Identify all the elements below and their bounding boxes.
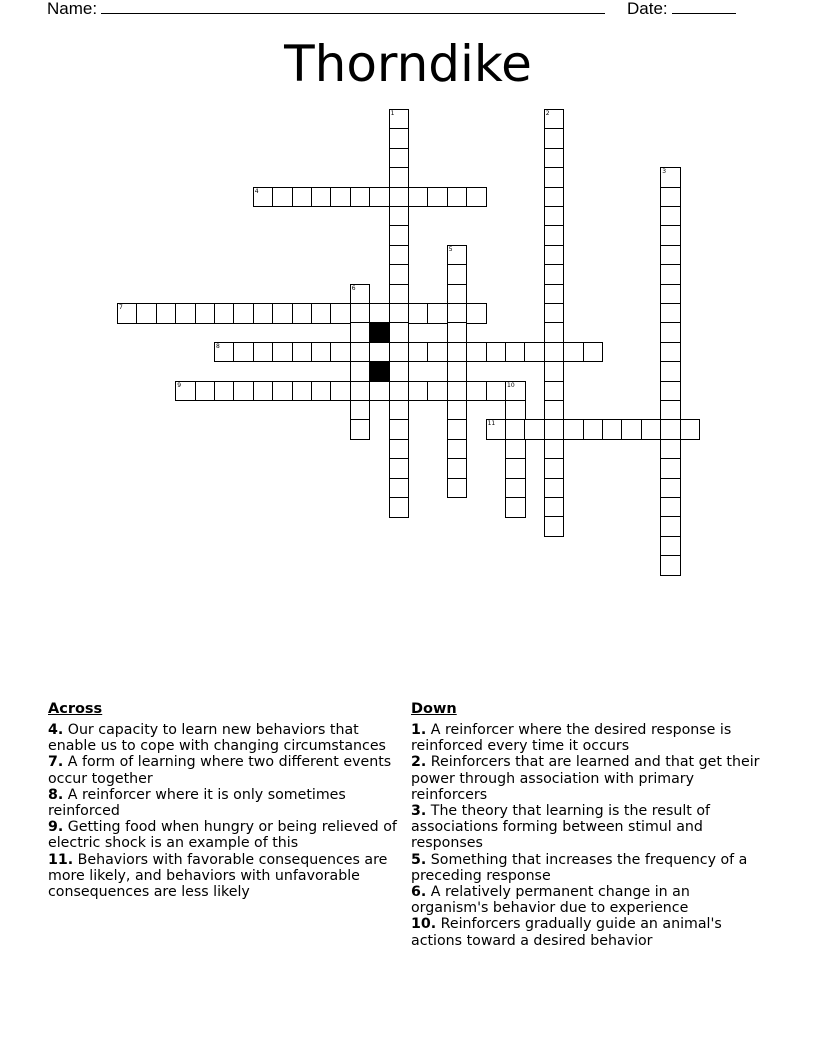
grid-cell[interactable]	[272, 187, 293, 208]
grid-cell[interactable]	[660, 458, 681, 479]
grid-cell[interactable]	[447, 478, 468, 499]
across-clue	[48, 722, 398, 754]
grid-cell[interactable]	[621, 419, 642, 440]
grid-cell[interactable]	[350, 303, 371, 324]
grid-cell[interactable]	[447, 303, 468, 324]
grid-cell[interactable]	[389, 439, 410, 460]
grid-cell[interactable]	[544, 322, 565, 343]
grid-cell[interactable]	[195, 381, 216, 402]
grid-cell[interactable]	[253, 187, 274, 208]
grid-cell[interactable]	[660, 555, 681, 576]
grid-cell[interactable]	[544, 284, 565, 305]
grid-cell[interactable]	[389, 264, 410, 285]
grid-cell[interactable]	[544, 361, 565, 382]
grid-cell[interactable]	[544, 478, 565, 499]
clue-number: 4.	[48, 722, 64, 738]
grid-cell[interactable]	[389, 458, 410, 479]
grid-cell[interactable]	[447, 419, 468, 440]
grid-cell[interactable]	[214, 342, 235, 363]
page-title: Thorndike	[284, 35, 532, 93]
grid-cell[interactable]	[660, 497, 681, 518]
grid-cell[interactable]	[389, 361, 410, 382]
grid-cell[interactable]	[369, 381, 390, 402]
clue-text: A relatively permanent change in an organism's behavior due to experience	[411, 884, 690, 917]
clue-number: 1.	[411, 722, 427, 738]
grid-cell[interactable]	[272, 381, 293, 402]
grid-cell[interactable]	[660, 478, 681, 499]
grid-cell[interactable]	[466, 303, 487, 324]
grid-cell[interactable]	[408, 303, 429, 324]
grid-cell[interactable]	[350, 284, 371, 305]
down-clue	[411, 722, 761, 754]
grid-cell[interactable]	[486, 342, 507, 363]
clue-number: 5.	[411, 851, 427, 868]
down-clue	[411, 803, 761, 852]
name-field[interactable]	[47, 0, 605, 19]
black-square	[369, 322, 390, 343]
grid-cell[interactable]	[389, 478, 410, 499]
clue-text: Reinforcers that are learned and that get their power through association with primary reinforcers	[411, 754, 760, 803]
clue-number: 9.	[48, 819, 64, 836]
grid-cell[interactable]	[389, 342, 410, 363]
grid-cell[interactable]	[505, 400, 526, 421]
grid-cell[interactable]	[117, 303, 138, 324]
grid-cell[interactable]	[602, 419, 623, 440]
grid-cell[interactable]	[660, 284, 681, 305]
clue-number: 10.	[411, 916, 437, 933]
cell-number: 5	[448, 245, 453, 253]
cell-number: 6	[351, 284, 356, 292]
grid-cell[interactable]	[272, 342, 293, 363]
grid-cell[interactable]	[272, 303, 293, 324]
cell-number: 1	[390, 110, 395, 117]
grid-cell[interactable]	[214, 303, 235, 324]
grid-cell[interactable]	[447, 264, 468, 285]
across-clue	[48, 852, 398, 901]
grid-cell[interactable]	[544, 245, 565, 266]
grid-cell[interactable]	[660, 187, 681, 208]
grid-cell[interactable]	[563, 419, 584, 440]
grid-cell[interactable]	[524, 342, 545, 363]
cell-number: 3	[662, 168, 667, 176]
grid-cell[interactable]	[486, 419, 507, 440]
grid-cell[interactable]	[544, 303, 565, 324]
grid-cell[interactable]	[505, 381, 526, 402]
grid-cell[interactable]	[389, 303, 410, 324]
cell-number: 2	[545, 110, 550, 117]
grid-cell[interactable]	[544, 516, 565, 537]
grid-cell[interactable]	[660, 400, 681, 421]
grid-cell[interactable]	[350, 322, 371, 343]
cell-number: 8	[216, 342, 220, 350]
grid-cell[interactable]	[311, 342, 332, 363]
across-clue	[48, 787, 398, 819]
grid-cell[interactable]	[544, 419, 565, 440]
grid-cell[interactable]	[389, 284, 410, 305]
across-heading: Across	[48, 701, 103, 717]
grid-cell[interactable]	[544, 264, 565, 285]
grid-cell[interactable]	[660, 303, 681, 324]
grid-cell[interactable]	[660, 264, 681, 285]
grid-cell[interactable]	[350, 361, 371, 382]
grid-cell[interactable]	[447, 284, 468, 305]
grid-cell[interactable]	[660, 516, 681, 537]
cell-number: 9	[177, 381, 182, 389]
down-clue	[411, 852, 761, 884]
grid-cell[interactable]	[330, 303, 351, 324]
grid-cell[interactable]	[427, 342, 448, 363]
clue-number: 6.	[411, 884, 427, 901]
grid-cell[interactable]	[311, 381, 332, 402]
grid-cell[interactable]	[660, 206, 681, 227]
grid-cell[interactable]	[583, 419, 604, 440]
grid-cell[interactable]	[136, 303, 157, 324]
clue-number: 11.	[48, 851, 74, 868]
grid-cell[interactable]	[195, 303, 216, 324]
grid-cell[interactable]	[253, 342, 274, 363]
grid-cell[interactable]	[389, 128, 410, 149]
grid-cell[interactable]	[389, 187, 410, 208]
grid-cell[interactable]	[369, 303, 390, 324]
grid-cell[interactable]	[447, 439, 468, 460]
grid-cell[interactable]	[466, 342, 487, 363]
grid-cell[interactable]	[544, 497, 565, 518]
cell-number: 7	[119, 304, 123, 311]
across-clue	[48, 819, 398, 851]
grid-cell[interactable]	[447, 458, 468, 479]
grid-cell[interactable]	[447, 322, 468, 343]
cell-number: 4	[254, 187, 259, 195]
grid-cell[interactable]	[389, 109, 410, 130]
grid-cell[interactable]	[389, 400, 410, 421]
grid-cell[interactable]	[660, 439, 681, 460]
grid-cell[interactable]	[233, 303, 254, 324]
grid-cell[interactable]	[660, 361, 681, 382]
down-clue	[411, 916, 761, 948]
date-label: Date:	[627, 0, 668, 18]
clue-number: 7.	[48, 754, 64, 771]
grid-cell[interactable]	[389, 497, 410, 518]
name-label: Name:	[47, 0, 98, 18]
grid-cell[interactable]	[544, 128, 565, 149]
clue-text: A reinforcer where the desired response is reinforced every time it occurs	[411, 722, 732, 755]
grid-cell[interactable]	[660, 419, 681, 440]
grid-cell[interactable]	[544, 187, 565, 208]
grid-cell[interactable]	[505, 497, 526, 518]
grid-cell[interactable]	[214, 381, 235, 402]
grid-cell[interactable]	[447, 400, 468, 421]
grid-cell[interactable]	[292, 187, 313, 208]
grid-cell[interactable]	[175, 303, 196, 324]
grid-cell[interactable]	[583, 342, 604, 363]
grid-cell[interactable]	[292, 303, 313, 324]
grid-cell[interactable]	[544, 342, 565, 363]
grid-cell[interactable]	[408, 342, 429, 363]
grid-cell[interactable]	[466, 381, 487, 402]
grid-cell[interactable]	[544, 225, 565, 246]
clue-text: Behaviors with favorable consequences are more likely, and behaviors with unfavorable consequences are less likely	[48, 851, 388, 901]
grid-cell[interactable]	[292, 381, 313, 402]
grid-cell[interactable]	[660, 342, 681, 363]
grid-cell[interactable]	[369, 187, 390, 208]
clue-text: Reinforcers gradually guide an animal's actions toward a desired behavior	[411, 916, 722, 949]
clue-text: Something that increases the frequency of a preceding response	[411, 851, 748, 884]
grid-cell[interactable]	[544, 458, 565, 479]
grid-cell[interactable]	[292, 342, 313, 363]
grid-cell[interactable]	[350, 400, 371, 421]
clue-number: 3.	[411, 803, 427, 820]
grid-cell[interactable]	[253, 381, 274, 402]
grid-cell[interactable]	[447, 381, 468, 402]
grid-cell[interactable]	[486, 381, 507, 402]
grid-cell[interactable]	[524, 419, 545, 440]
grid-cell[interactable]	[563, 342, 584, 363]
grid-cell[interactable]	[389, 322, 410, 343]
grid-cell[interactable]	[544, 381, 565, 402]
grid-cell[interactable]	[350, 342, 371, 363]
grid-cell[interactable]	[389, 419, 410, 440]
down-heading: Down	[411, 701, 457, 717]
grid-cell[interactable]	[544, 400, 565, 421]
clue-text: The theory that learning is the result of associations forming between stimul and responses	[411, 803, 711, 852]
clue-text: A reinforcer where it is only sometimes reinforced	[48, 786, 346, 820]
down-clue	[411, 884, 761, 916]
grid-cell[interactable]	[544, 167, 565, 188]
grid-cell[interactable]	[505, 458, 526, 479]
grid-cell[interactable]	[350, 419, 371, 440]
grid-cell[interactable]	[447, 187, 468, 208]
grid-cell[interactable]	[427, 303, 448, 324]
grid-cell[interactable]	[330, 187, 351, 208]
grid-cell[interactable]	[369, 342, 390, 363]
grid-cell[interactable]	[544, 439, 565, 460]
across-clue	[48, 754, 398, 786]
grid-cell[interactable]	[389, 245, 410, 266]
clue-text: A form of learning where two different events occur together	[48, 754, 392, 787]
grid-cell[interactable]	[427, 381, 448, 402]
name-blank-line[interactable]	[101, 0, 605, 14]
clue-text: Getting food when hungry or being relieved of electric shock is an example of this	[48, 819, 397, 852]
grid-cell[interactable]	[505, 342, 526, 363]
grid-cell[interactable]	[253, 303, 274, 324]
grid-cell[interactable]	[389, 148, 410, 169]
grid-cell[interactable]	[544, 148, 565, 169]
grid-cell[interactable]	[389, 167, 410, 188]
grid-cell[interactable]	[544, 206, 565, 227]
grid-cell[interactable]	[311, 187, 332, 208]
grid-cell[interactable]	[233, 381, 254, 402]
grid-cell[interactable]	[447, 245, 468, 266]
grid-cell[interactable]	[408, 187, 429, 208]
grid-cell[interactable]	[330, 342, 351, 363]
grid-cell[interactable]	[466, 187, 487, 208]
grid-cell[interactable]	[427, 187, 448, 208]
grid-cell[interactable]	[447, 342, 468, 363]
grid-cell[interactable]	[389, 381, 410, 402]
grid-cell[interactable]	[660, 322, 681, 343]
grid-cell[interactable]	[175, 381, 196, 402]
clue-number: 8.	[48, 786, 64, 803]
black-square	[369, 361, 390, 382]
grid-cell[interactable]	[505, 439, 526, 460]
grid-cell[interactable]	[233, 342, 254, 363]
grid-cell[interactable]	[660, 536, 681, 557]
grid-cell[interactable]	[408, 381, 429, 402]
grid-cell[interactable]	[505, 419, 526, 440]
grid-cell[interactable]	[660, 381, 681, 402]
grid-cell[interactable]	[660, 225, 681, 246]
grid-cell[interactable]	[350, 187, 371, 208]
grid-cell[interactable]	[350, 381, 371, 402]
grid-cell[interactable]	[330, 381, 351, 402]
cell-number: 10	[507, 381, 515, 389]
clue-number: 2.	[411, 754, 427, 771]
date-field[interactable]	[627, 0, 736, 19]
grid-cell[interactable]	[389, 206, 410, 227]
grid-cell[interactable]	[311, 303, 332, 324]
grid-cell[interactable]	[660, 245, 681, 266]
grid-cell[interactable]	[680, 419, 701, 440]
grid-cell[interactable]	[544, 109, 565, 130]
date-blank-line[interactable]	[672, 0, 736, 14]
across-clues	[48, 700, 398, 900]
clue-text: Our capacity to learn new behaviors that enable us to cope with changing circumstances	[48, 722, 386, 755]
grid-cell[interactable]	[641, 419, 662, 440]
grid-cell[interactable]	[505, 478, 526, 499]
grid-cell[interactable]	[447, 361, 468, 382]
grid-cell[interactable]	[389, 225, 410, 246]
down-clue	[411, 754, 761, 803]
down-clues	[411, 700, 761, 949]
cell-number: 11	[487, 420, 496, 428]
grid-cell[interactable]	[156, 303, 177, 324]
grid-cell[interactable]	[660, 167, 681, 188]
